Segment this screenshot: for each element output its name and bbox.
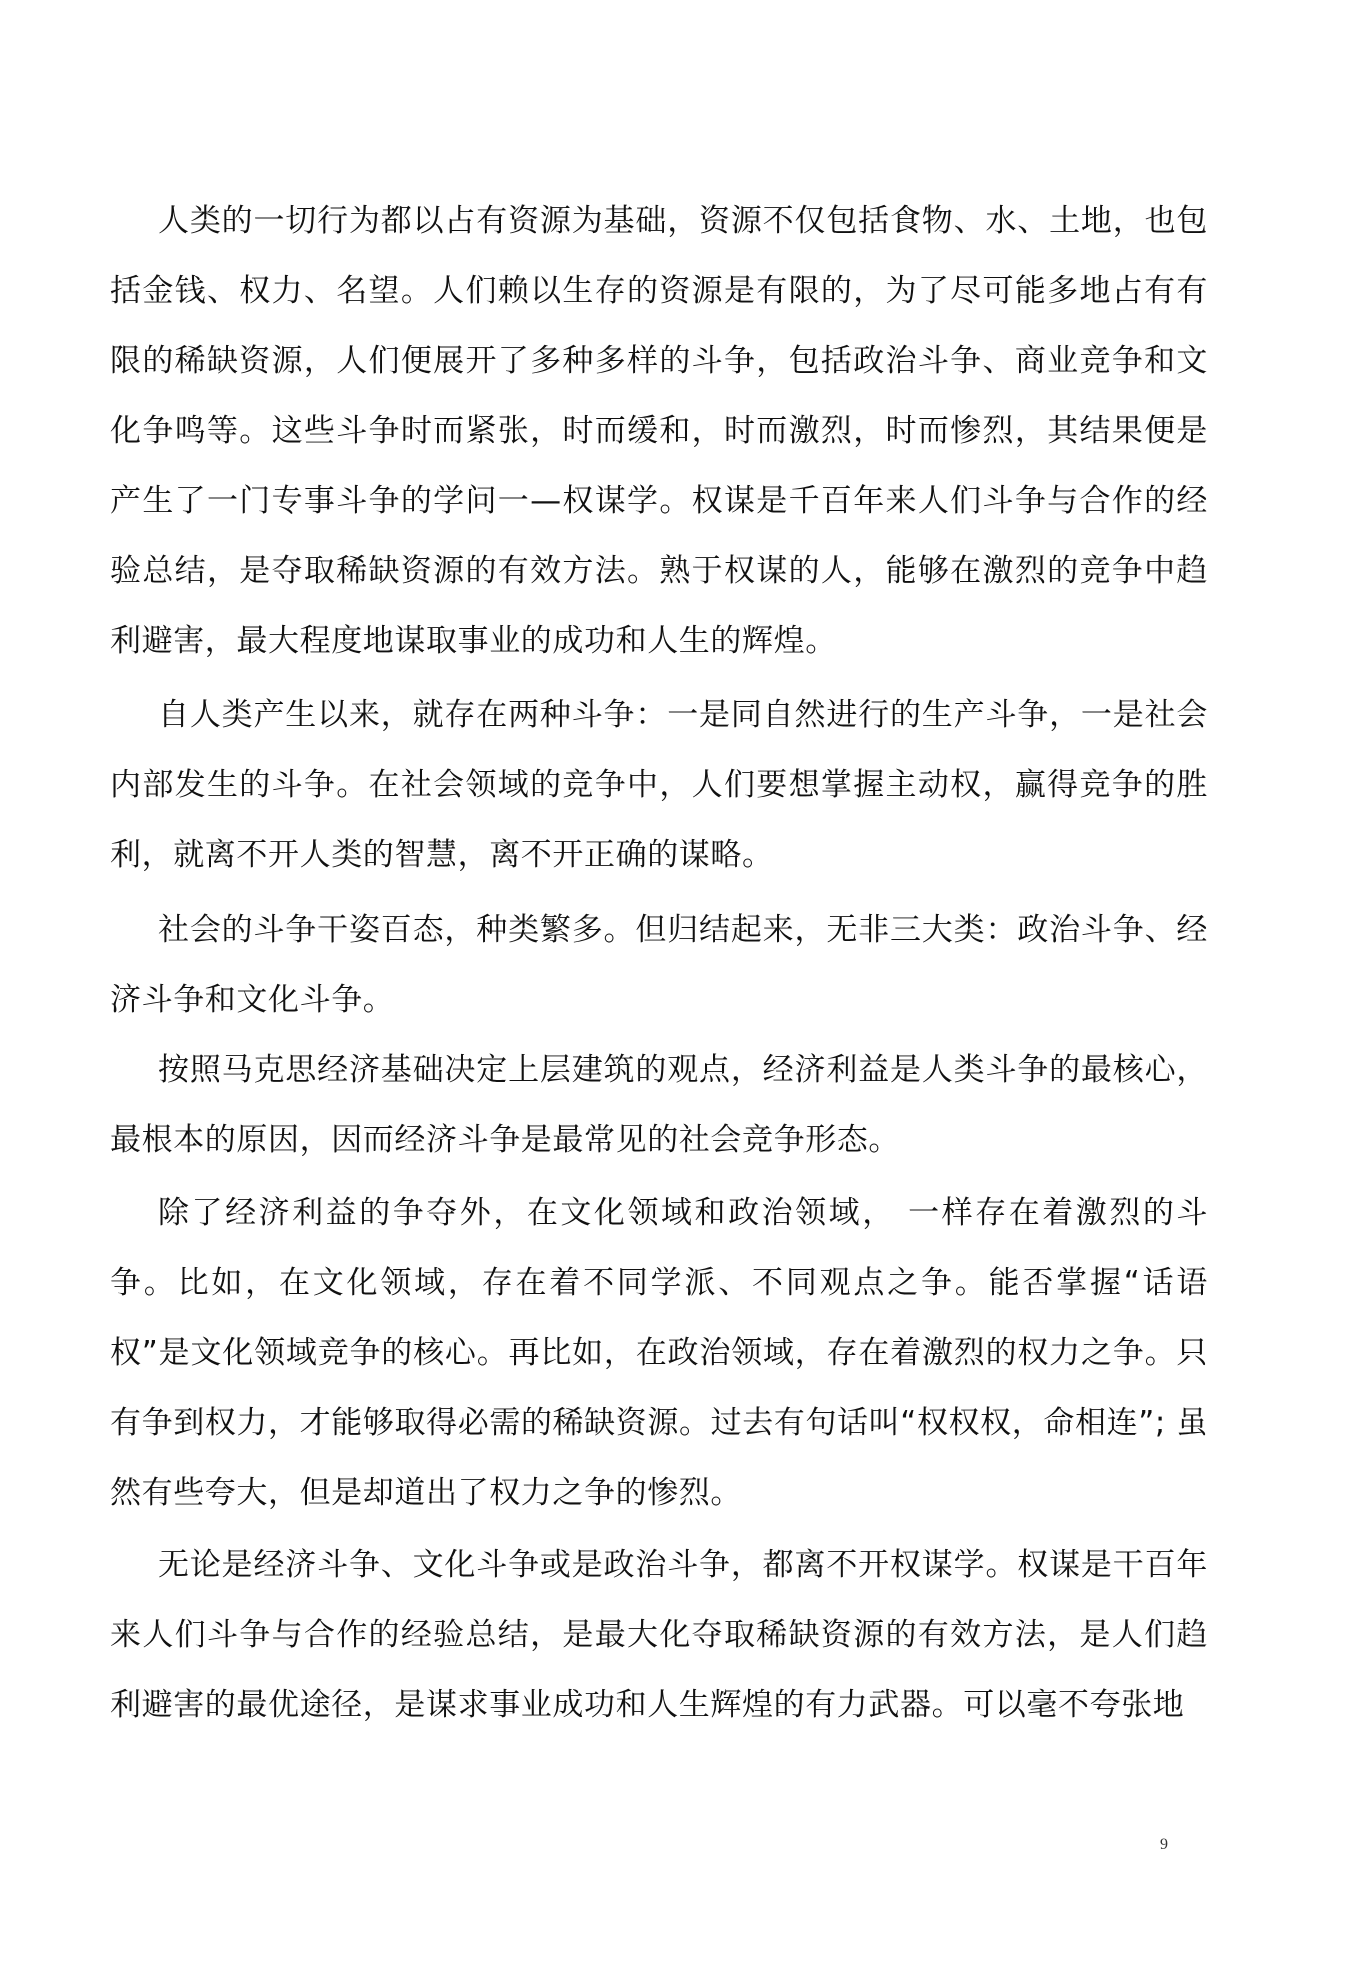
paragraph-6: 无论是经济斗争、文化斗争或是政治斗争，都离不开权谋学。权谋是干百年来人们斗争与合作的经验总结，是最大化夺取稀缺资源的有效方法，是人们趋利避害的最优途径，是谋求事业成功和人生辉煌的有力武器。可以毫不夸张地 [110, 1547, 1208, 1723]
paragraph-3: 社会的斗争干姿百态，种类繁多。但归结起来，无非三大类：政治斗争、经济斗争和文化斗争。 [110, 912, 1208, 1018]
paragraph-1: 人类的一切行为都以占有资源为基础，资源不仅包括食物、水、土地，也包括金钱、权力、名望。人们赖以生存的资源是有限的，为了尽可能多地占有有限的稀缺资源，人们便展开了多种多样的斗争，包括政治斗争、商业竞争和文化争鸣等。这些斗争时而紧张，时而缓和，时而激烈，时而惨烈，其结果便是产生了一门专事斗争的学问一—权谋学。权谋是千百年来人们斗争与合作的经验总结，是夺取稀缺资源的有效方法。熟于权谋的人，能够在激烈的竞争中趋利避害，最大程度地谋取事业的成功和人生的辉煌。 [110, 203, 1208, 659]
page-number: 9 [1160, 1836, 1168, 1853]
paragraph-2: 自人类产生以来，就存在两种斗争：一是同自然进行的生产斗争，一是社会内部发生的斗争。在社会领域的竞争中，人们要想掌握主动权，赢得竞争的胜利，就离不开人类的智慧，离不开正确的谋略。 [110, 697, 1208, 873]
paragraph-4: 按照马克思经济基础决定上层建筑的观点，经济利益是人类斗争的最核心，最根本的原因，因而经济斗争是最常见的社会竞争形态。 [110, 1052, 1208, 1158]
paragraph-5: 除了经济利益的争夺外，在文化领域和政治领域， 一样存在着激烈的斗争。比如，在文化领域，存在着不同学派、不同观点之争。能否掌握“话语权”是文化领域竞争的核心。再比如，在政治领域，存在着激烈的权力之争。只有争到权力，才能够取得必需的稀缺资源。过去有句话叫“权权权，命相连”; 虽然有些夸大，但是却道出了权力之争的惨烈。 [110, 1195, 1208, 1511]
